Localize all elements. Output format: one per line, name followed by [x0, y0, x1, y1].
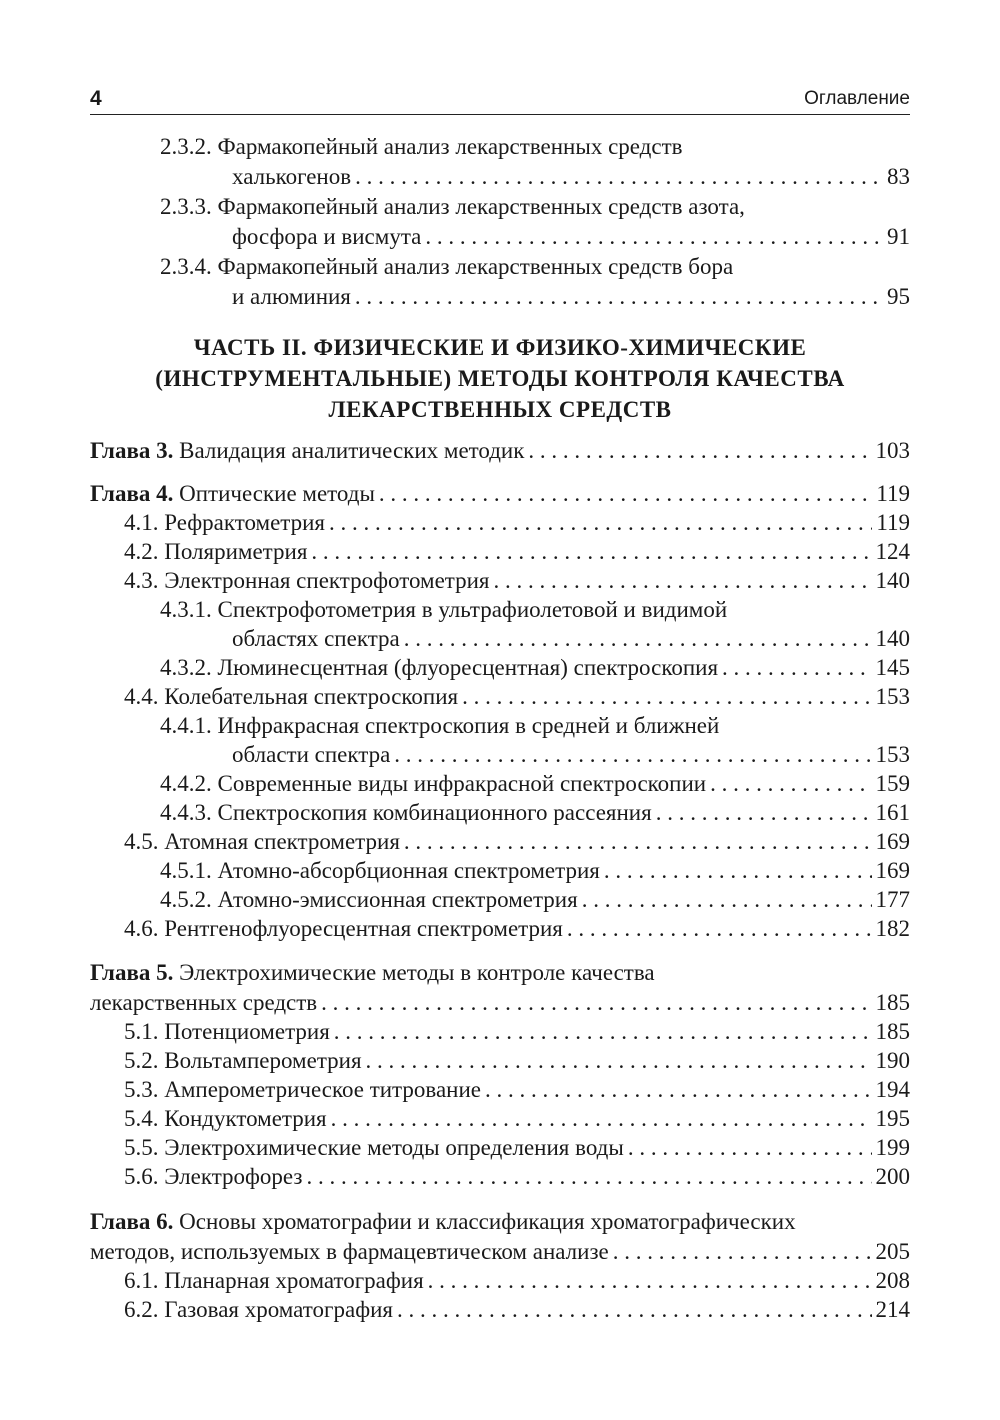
toc-page-number: 145	[875, 655, 910, 680]
toc-page-number: 190	[875, 1048, 910, 1073]
toc-entry-text: 4.4.1. Инфракрасная спектроскопия в средней и ближней	[160, 713, 720, 738]
toc-page-number: 119	[876, 481, 910, 506]
toc-entry-text: 4.1. Рефрактометрия	[124, 510, 326, 535]
toc-chapter-line	[90, 1207, 910, 1237]
toc-entry-text: 4.5.1. Атомно-абсорбционная спектрометрия	[160, 858, 600, 883]
toc-subsection-line	[90, 769, 910, 799]
toc-entry-text: 5.2. Вольтамперометрия	[124, 1048, 362, 1073]
toc-entry-text: 5.1. Потенциометрия	[124, 1019, 330, 1044]
toc-entry-text: 4.3. Электронная спектрофотометрия	[124, 568, 490, 593]
toc-page-number: 185	[875, 990, 910, 1015]
dot-leader	[331, 1104, 872, 1134]
toc-section-line	[90, 1046, 910, 1076]
dot-leader	[628, 1133, 872, 1163]
toc-section-line	[90, 1075, 910, 1105]
toc-entry-text: 2.3.4. Фармакопейный анализ лекарственных средств бора	[160, 254, 734, 279]
toc-page-number: 185	[875, 1019, 910, 1044]
toc-page-number: 169	[875, 858, 910, 883]
toc-section-line	[90, 1295, 910, 1325]
dot-leader	[582, 885, 872, 915]
toc-entry-text: фосфора и висмута	[232, 224, 422, 249]
dot-leader	[567, 914, 872, 944]
toc-entry-text: 4.5.2. Атомно-эмиссионная спектрометрия	[160, 887, 578, 912]
toc-entry-text: 4.3.2. Люминесцентная (флуоресцентная) спектроскопия	[160, 655, 719, 680]
toc-page-number: 195	[875, 1106, 910, 1131]
toc-chapter-line	[90, 436, 910, 466]
toc-entry-line	[90, 132, 910, 162]
toc-entry-text: 4.6. Рентгенофлуоресцентная спектрометрия	[124, 916, 563, 941]
toc-page-number: 177	[875, 887, 910, 912]
chapter-title: методов, используемых в фармацевтическом анализе	[90, 1239, 609, 1264]
toc-subsection-line	[90, 885, 910, 915]
dot-leader	[394, 740, 871, 770]
toc-page-number: 161	[875, 800, 910, 825]
toc-page-number: 182	[875, 916, 910, 941]
toc-entry-text: 4.2. Поляриметрия	[124, 539, 308, 564]
toc-entry-text: 5.3. Амперометрическое титрование	[124, 1077, 481, 1102]
toc-entry-text: 4.5. Атомная спектрометрия	[124, 829, 400, 854]
toc-section-line	[90, 1266, 910, 1296]
toc-page-number: 208	[875, 1268, 910, 1293]
dot-leader	[404, 827, 872, 857]
toc-subsection-line	[90, 856, 910, 886]
dot-leader	[404, 624, 872, 654]
dot-leader	[366, 1046, 872, 1076]
toc-page-number: 205	[875, 1239, 910, 1264]
toc-entry-text: 2.3.2. Фармакопейный анализ лекарственных средств	[160, 134, 683, 159]
toc-section-line	[90, 682, 910, 712]
toc-entry-line	[90, 252, 910, 282]
chapter-title: Валидация аналитических методик	[179, 438, 525, 463]
toc-subsection-line	[90, 653, 910, 683]
dot-leader	[397, 1295, 872, 1325]
toc-page-number: 194	[875, 1077, 910, 1102]
dot-leader	[428, 1266, 872, 1296]
toc-section-line	[90, 537, 910, 567]
toc-entry-text: 5.5. Электрохимические методы определения воды	[124, 1135, 624, 1160]
toc-page-number: 95	[887, 284, 910, 309]
toc-section-line	[90, 827, 910, 857]
part-heading-line: (ИНСТРУМЕНТАЛЬНЫЕ) МЕТОДЫ КОНТРОЛЯ КАЧЕСТВА	[155, 366, 845, 391]
toc-entry-text: халькогенов	[232, 164, 352, 189]
part-heading-line: ЛЕКАРСТВЕННЫХ СРЕДСТВ	[328, 397, 672, 422]
toc-subsection-line	[90, 711, 910, 741]
dot-leader	[722, 653, 871, 683]
chapter-title: Оптические методы	[179, 481, 375, 506]
toc-page-number: 119	[876, 510, 910, 535]
toc-entry-text: и алюминия	[232, 284, 351, 309]
toc-page-number: 169	[875, 829, 910, 854]
toc-subsection-line	[90, 595, 910, 625]
page-header	[90, 86, 910, 115]
dot-leader	[329, 508, 872, 538]
toc-section-line	[90, 1162, 910, 1192]
toc-entry-text: 6.2. Газовая хроматография	[124, 1297, 393, 1322]
dot-leader	[485, 1075, 872, 1105]
toc-page-number: 140	[875, 568, 910, 593]
running-head: Оглавление	[804, 88, 910, 109]
dot-leader	[355, 282, 883, 312]
toc-page-number: 91	[887, 224, 910, 249]
toc-section-line	[90, 1104, 910, 1134]
toc-entry-text: 4.4.3. Спектроскопия комбинационного рассеяния	[160, 800, 652, 825]
dot-leader	[355, 162, 883, 192]
toc-page-number: 153	[875, 742, 910, 767]
toc-page-number: 140	[875, 626, 910, 651]
toc-page-number: 83	[887, 164, 910, 189]
toc-chapter-line	[90, 958, 910, 988]
toc-entry-text: области спектра	[232, 742, 391, 767]
dot-leader	[494, 566, 872, 596]
chapter-label: Глава 5.	[90, 960, 174, 985]
toc-chapter-line	[90, 1237, 910, 1267]
dot-leader	[710, 769, 871, 799]
dot-leader	[656, 798, 872, 828]
toc-subsection-line	[90, 798, 910, 828]
chapter-title: Основы хроматографии и классификация хроматографических	[179, 1209, 796, 1234]
dot-leader	[462, 682, 871, 712]
toc-entry-text: 2.3.3. Фармакопейный анализ лекарственных средств азота,	[160, 194, 745, 219]
toc-page-number: 159	[875, 771, 910, 796]
chapter-label: Глава 6.	[90, 1209, 174, 1234]
chapter-label: Глава 4.	[90, 481, 174, 506]
dot-leader	[613, 1237, 872, 1267]
chapter-title: Электрохимические методы в контроле качества	[179, 960, 655, 985]
toc-section-line	[90, 508, 910, 538]
toc-section-line	[90, 914, 910, 944]
page-number: 4	[90, 87, 102, 110]
toc-entry-line	[90, 192, 910, 222]
toc-chapter-line	[90, 988, 910, 1018]
dot-leader	[334, 1017, 872, 1047]
chapter-title: лекарственных средств	[90, 990, 318, 1015]
dot-leader	[604, 856, 872, 886]
part-heading	[90, 332, 910, 425]
toc-page-number: 124	[875, 539, 910, 564]
toc-subsection-line	[90, 624, 910, 654]
toc-section-line	[90, 566, 910, 596]
dot-leader	[321, 988, 871, 1018]
toc-section-line	[90, 1133, 910, 1163]
toc-entry-text: 5.4. Кондуктометрия	[124, 1106, 327, 1131]
toc-section-line	[90, 1017, 910, 1047]
toc-entry-line	[90, 162, 910, 192]
dot-leader	[528, 436, 871, 466]
toc-entry-text: 4.3.1. Спектрофотометрия в ультрафиолетовой и видимой	[160, 597, 728, 622]
part-heading-line: ЧАСТЬ II. ФИЗИЧЕСКИЕ И ФИЗИКО-ХИМИЧЕСКИЕ	[193, 335, 807, 360]
toc-entry-line	[90, 282, 910, 312]
toc-page-number: 153	[875, 684, 910, 709]
toc-entry-text: 5.6. Электрофорез	[124, 1164, 303, 1189]
chapter-label: Глава 3.	[90, 438, 174, 463]
toc-entry-text: 6.1. Планарная хроматография	[124, 1268, 424, 1293]
toc-page-number: 199	[875, 1135, 910, 1160]
toc-entry-text: 4.4.2. Современные виды инфракрасной спектроскопии	[160, 771, 707, 796]
toc-page-number: 214	[875, 1297, 910, 1322]
toc-subsection-line	[90, 740, 910, 770]
dot-leader	[311, 537, 871, 567]
dot-leader	[307, 1162, 872, 1192]
toc-chapter-line	[90, 479, 910, 509]
toc-page-number: 200	[875, 1164, 910, 1189]
dot-leader	[379, 479, 872, 509]
toc-entry-text: 4.4. Колебательная спектроскопия	[124, 684, 459, 709]
toc-page-number: 103	[875, 438, 910, 463]
toc-entry-line	[90, 222, 910, 252]
dot-leader	[425, 222, 883, 252]
toc-entry-text: областях спектра	[232, 626, 400, 651]
